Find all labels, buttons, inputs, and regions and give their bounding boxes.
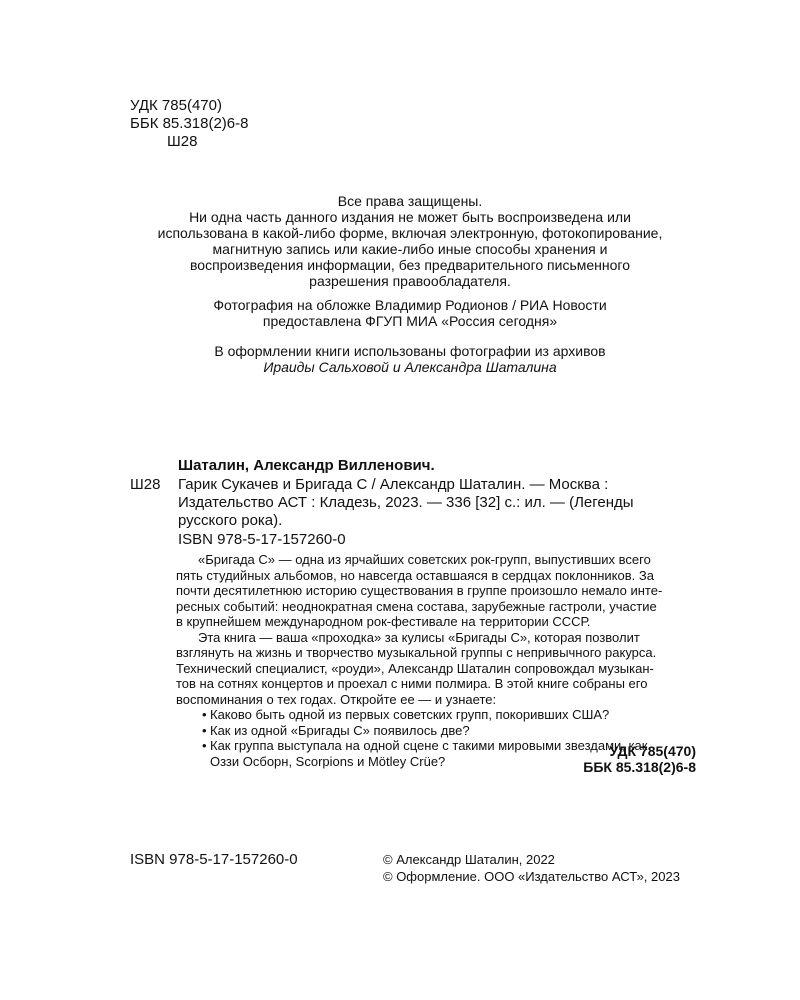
bibliographic-description xyxy=(178,476,696,530)
bullet-item xyxy=(176,723,696,739)
classification-codes xyxy=(130,97,248,151)
rights-line: магнитную запись или какие-либо иные способы хранения и xyxy=(212,241,608,257)
bullet-text: Как из одной «Бригады С» появилось две? xyxy=(210,722,470,738)
copyright-design: © Оформление. ООО «Издательство АСТ», 2023 xyxy=(383,869,680,884)
annotation-line: «Бригада С» — одна из ярчайших советских рок-групп, выпустивших всего xyxy=(198,552,651,567)
archive-credit-line: В оформлении книги использованы фотографии из архивов xyxy=(214,343,606,359)
cover-credit-line: предоставлена ФГУП МИА «Россия сегодня» xyxy=(262,313,558,329)
annotation-line: пять студийных альбомов, но навсегда оставшаяся в сердцах поклонников. За xyxy=(176,567,654,583)
bullet-item xyxy=(176,707,696,723)
annotation-line: воспоминания о тех годах. Откройте ее — и узнаете: xyxy=(176,691,497,707)
bbk-code-bold: ББК 85.318(2)6-8 xyxy=(583,759,696,775)
archive-credit-names: Ираиды Сальховой и Александра Шаталина xyxy=(263,359,557,375)
bullet-text: Оззи Осборн, Scorpions и Mötley Crüe? xyxy=(210,753,446,769)
copyright-block xyxy=(383,851,680,885)
author-heading: Шаталин, Александр Вилленович. xyxy=(178,457,435,474)
annotation-line: Эта книга — ваша «проходка» за кулисы «Бригады С», которая позволит xyxy=(198,629,640,645)
bib-isbn: ISBN 978-5-17-157260-0 xyxy=(178,531,346,548)
annotation-line: в крупнейшем международном рок-фестивале на территории СССР. xyxy=(176,614,591,629)
udk-code-bold: УДК 785(470) xyxy=(609,743,696,759)
rights-line: разрешения правообладателя. xyxy=(309,273,511,289)
archive-photo-credit xyxy=(120,343,700,375)
bib-line: Издательство АСТ : Кладезь, 2023. — 336 [32] с.: ил. — (Легенды xyxy=(178,494,634,511)
rights-line: воспроизведения информации, без предварительного письменного xyxy=(190,257,630,273)
annotation xyxy=(176,552,696,769)
annotation-line: тов на сотнях концертов и проехал с ними полмира. В этой книге собраны его xyxy=(176,676,648,691)
bbk-code: ББК 85.318(2)6-8 xyxy=(130,115,249,132)
footer-isbn: ISBN 978-5-17-157260-0 xyxy=(130,851,298,868)
cover-credit-line: Фотография на обложке Владимир Родионов / РИА Новости xyxy=(213,297,607,313)
annotation-line: Технический специалист, «роуди», Александр Шаталин сопровождал музыкан- xyxy=(176,660,654,676)
rights-line: Все права защищены. xyxy=(337,193,483,209)
bullet-icon: • xyxy=(202,707,207,722)
annotation-line: взглянуть на жизнь и творчество музыкальной группы с непривычного ракурса. xyxy=(176,645,657,660)
bullet-text: Как группа выступала на одной сцене с такими мировыми звездами, как xyxy=(210,738,648,753)
udk-code: УДК 785(470) xyxy=(130,97,222,114)
rights-line: Ни одна часть данного издания не может быть воспроизведена или xyxy=(189,209,631,225)
bullet-icon: • xyxy=(202,722,207,738)
bib-line: русского рока). xyxy=(178,512,283,529)
annotation-line: почти десятилетнюю историю существования в группе произошло немало инте- xyxy=(176,583,663,598)
bib-cutter-code: Ш28 xyxy=(130,476,161,493)
annotation-line: ресных событий: неоднократная смена состава, зарубежные гастроли, участие xyxy=(176,598,657,614)
bullet-text: Каково быть одной из первых советских групп, покоривших США? xyxy=(210,707,610,722)
cover-photo-credit xyxy=(120,297,700,329)
annotation-classification xyxy=(500,743,696,775)
rights-line: использована в какой-либо форме, включая электронную, фотокопирование, xyxy=(157,225,663,241)
bib-line: Гарик Сукачев и Бригада С / Александр Шаталин. — Москва : xyxy=(178,476,609,493)
bullet-icon: • xyxy=(202,738,207,753)
cutter-code: Ш28 xyxy=(167,133,198,150)
rights-notice xyxy=(120,193,700,289)
copyright-author: © Александр Шаталин, 2022 xyxy=(383,852,555,867)
